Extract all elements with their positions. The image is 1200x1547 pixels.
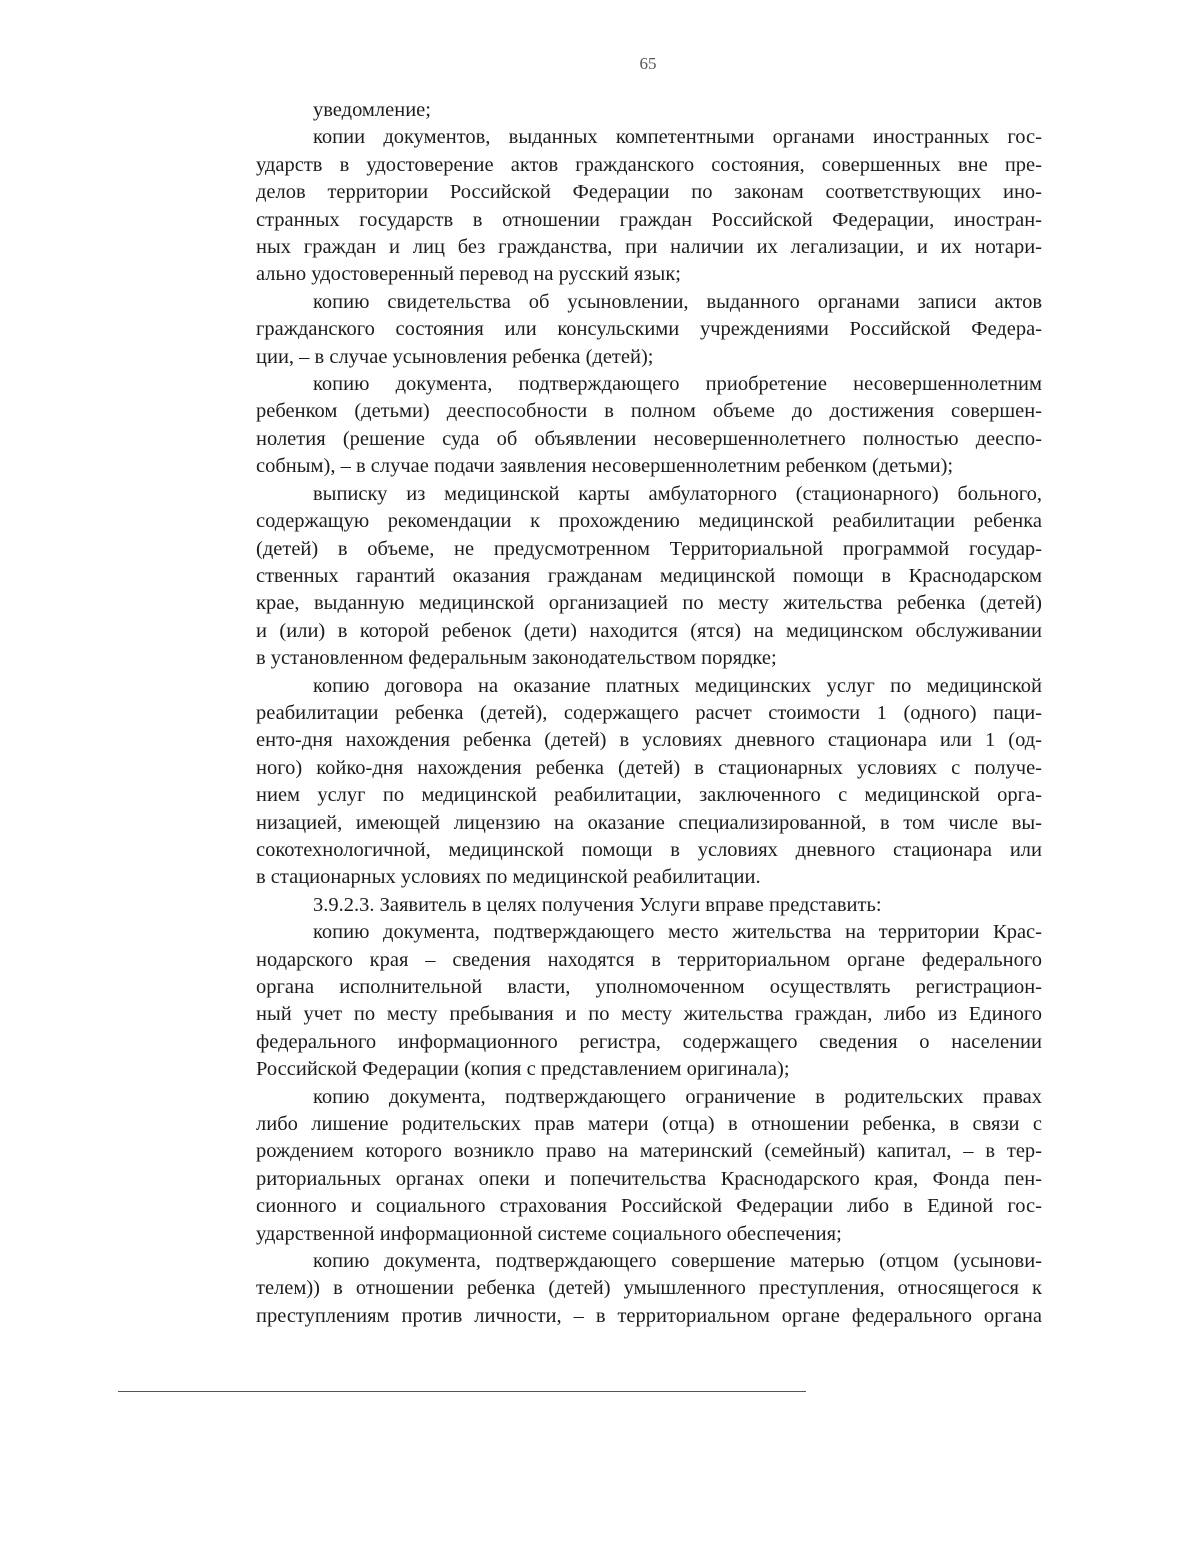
text-line: нодарского края – сведения находятся в территориальном органе федерального (256, 948, 1042, 971)
text-line: сионного и социального страхования Российской Федерации либо в Единой гос- (256, 1195, 1042, 1218)
text-line: преступлениям против личности, – в территориальном органе федерального органа (256, 1304, 1042, 1327)
text-line: реабилитации ребенка (детей), содержащего расчет стоимости 1 (одного) паци- (256, 701, 1042, 724)
text-line: федерального информационного регистра, содержащего сведения о населении (256, 1030, 1042, 1053)
text-line: гражданского состояния или консульскими учреждениями Российской Федера- (256, 318, 1042, 341)
paragraph-notification (256, 97, 1042, 124)
paragraph-section-3-9-2-3 (256, 892, 1042, 919)
page-number: 65 (639, 54, 657, 73)
text-line: либо лишение родительских прав матери (отца) в отношении ребенка, в связи с (256, 1113, 1042, 1136)
text-line: содержащую рекомендации к прохождению медицинской реабилитации ребенка (256, 510, 1042, 533)
text-line: выписку из медицинской карты амбулаторного (стационарного) больного, (313, 482, 1042, 505)
text-line: сокотехнологичной, медицинской помощи в условиях дневного стационара или (256, 838, 1042, 861)
text-line: странных государств в отношении граждан Российской Федерации, иностран- (256, 208, 1042, 231)
text-line: копии документов, выданных компетентными органами иностранных гос- (313, 126, 1042, 149)
text-line: риториальных органах опеки и попечительства Краснодарского края, Фонда пен- (256, 1167, 1042, 1190)
text-line: копию документа, подтверждающего совершение матерью (отцом (усынови- (313, 1250, 1042, 1273)
text-line: копию свидетельства об усыновлении, выданного органами записи актов (313, 290, 1042, 313)
text-line: ции, – в случае усыновления ребенка (детей); (256, 345, 654, 368)
text-line: копию документа, подтверждающего ограничение в родительских правах (313, 1085, 1042, 1108)
text-line: нием услуг по медицинской реабилитации, заключенного с медицинской орга- (256, 784, 1042, 807)
text-line: ударственной информационной системе социального обеспечения; (256, 1222, 842, 1245)
text-line: крае, выданную медицинской организацией по месту жительства ребенка (детей) (256, 592, 1042, 615)
text-line: Российской Федерации (копия с представлением оригинала); (256, 1058, 790, 1081)
text-line: в стационарных условиях по медицинской реабилитации. (256, 866, 761, 889)
text-line: уведомление; (313, 99, 431, 121)
text-line: органа исполнительной власти, уполномоченном осуществлять регистрацион- (256, 976, 1042, 998)
text-line: делов территории Российской Федерации по законам соответствующих ино- (256, 181, 1042, 204)
text-line: ного) койко-дня нахождения ребенка (детей) в стационарных условиях с получе- (256, 756, 1042, 779)
paragraph-residence-document (256, 919, 1042, 1083)
text-line: низацией, имеющей лицензию на оказание специализированной, в том числе вы- (256, 811, 1042, 834)
text-line: телем)) в отношении ребенка (детей) умышленного преступления, относящегося к (256, 1277, 1042, 1300)
text-line: ственных гарантий оказания гражданам медицинской помощи в Краснодарском (256, 564, 1042, 587)
text-line: ный учет по месту пребывания и по месту жительства граждан, либо из Единого (256, 1003, 1042, 1026)
text-line: и (или) в которой ребенок (дети) находится (ятся) на медицинском обслуживании (256, 619, 1042, 642)
paragraph-service-contract (256, 673, 1042, 892)
text-line: ребенком (детьми) дееспособности в полном объеме до достижения совершен- (256, 400, 1042, 423)
document-body (256, 97, 1042, 1330)
paragraph-foreign-documents (256, 124, 1042, 288)
text-line: ально удостоверенный перевод на русский язык; (256, 263, 681, 286)
text-line: ных граждан и лиц без гражданства, при наличии их легализации, и их нотари- (256, 236, 1042, 259)
text-line: (детей) в объеме, не предусмотренном Территориальной программой государ- (256, 537, 1042, 560)
paragraph-criminal-offence (256, 1248, 1042, 1330)
text-line: енто-дня нахождения ребенка (детей) в условиях дневного стационара или 1 (од- (256, 729, 1042, 752)
text-line: копию документа, подтверждающего приобретение несовершеннолетним (313, 373, 1042, 396)
text-line: копию договора на оказание платных медицинских услуг по медицинской (313, 674, 1042, 697)
text-line: копию документа, подтверждающего место жительства на территории Крас- (313, 921, 1042, 944)
paragraph-parental-rights (256, 1084, 1042, 1248)
text-line: рождением которого возникло право на материнский (семейный) капитал, – в тер- (256, 1140, 1042, 1163)
paragraph-medical-record (256, 481, 1042, 673)
text-line: собным), – в случае подачи заявления несовершеннолетним ребенком (детьми); (256, 455, 954, 478)
text-line: ударств в удостоверение актов гражданского состояния, совершенных вне пре- (256, 153, 1042, 176)
text-line: 3.9.2.3. Заявитель в целях получения Услуги вправе представить: (313, 893, 882, 916)
paragraph-adoption-certificate (256, 289, 1042, 371)
footnote-separator (118, 1391, 806, 1392)
paragraph-legal-capacity (256, 371, 1042, 481)
text-line: нолетия (решение суда об объявлении несовершеннолетнего полностью дееспо- (256, 427, 1042, 450)
text-line: в установленном федеральным законодательством порядке; (256, 647, 777, 670)
